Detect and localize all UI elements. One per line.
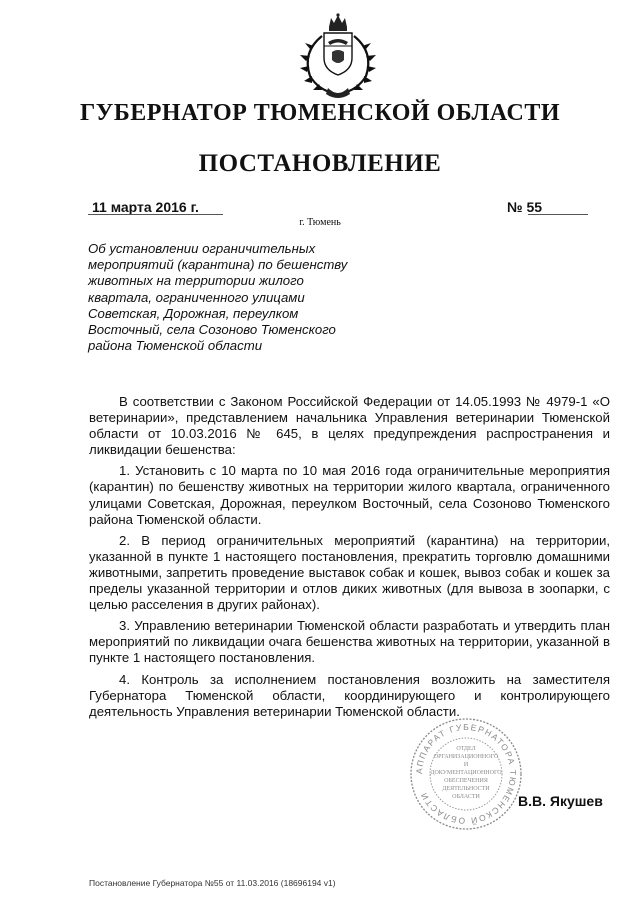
stamp-line: ОБЛАСТИ (452, 794, 480, 800)
document-type-title: ПОСТАНОВЛЕНИЕ (198, 150, 442, 177)
issuer-title: ГУБЕРНАТОР ТЮМЕНСКОЙ ОБЛАСТИ (79, 100, 561, 126)
stamp-line: И (463, 762, 469, 768)
body-item-1: 1. Установить с 10 марта по 10 мая 2016 года ограничительные мероприятия (карантин) по бешенству животных на территории жилого квартала, ограниченного улицами Советская, Дорожная, переулком Восточный, села Созоново Тюменского района Тюменской области. (89, 463, 610, 527)
official-stamp-icon (408, 716, 524, 832)
stamp-line: ОТДЕЛ (456, 746, 476, 752)
body-preamble: В соответствии с Законом Российской Федерации от 14.05.1993 № 4979-1 «О ветеринарии», представлением начальника Управления ветеринарии Тюменской области от 10.03.2016 № 645, в целях предупреждения распространения и ликвидации бешенства: (89, 394, 610, 458)
signer-name: В.В. Якушев (518, 793, 603, 809)
document-date: 11 марта 2016 г. (92, 199, 199, 215)
document-body (89, 394, 610, 725)
document-subject: Об установлении ограничительных мероприятий (карантина) по бешенству животных на территории жилого квартала, ограниченного улицами Советская, Дорожная, переулком Восточный, села Созоново Тюменского района Тюменской области (88, 241, 348, 354)
number-underline (528, 214, 588, 215)
body-item-2: 2. В период ограничительных мероприятий (карантина) на территории, указанной в пункте 1 настоящего постановления, прекратить торговлю домашними животными, запретить проведение выставок собак и кошек, вывоз собак и кошек за пределы указанной территории и отлов диких животных (для вывоза в зоопарки, с целью расселения в других районах). (89, 532, 610, 613)
stamp-line: ОРГАНИЗАЦИОННОГО (433, 754, 499, 760)
body-item-3: 3. Управлению ветеринарии Тюменской области разработать и утвердить план мероприятий по ликвидации очага бешенства животных на территории, указанной в пункте 1 настоящего постановления. (89, 618, 610, 666)
stamp-line: ДЕЯТЕЛЬНОСТИ (442, 786, 490, 792)
date-underline (88, 214, 223, 215)
issue-city: г. Тюмень (299, 217, 341, 228)
document-number: № 55 (507, 199, 543, 215)
document-footer: Постановление Губернатора №55 от 11.03.2016 (18696194 v1) (89, 878, 336, 888)
stamp-line: ОБЕСПЕЧЕНИЯ (444, 778, 488, 784)
stamp-line: ДОКУМЕНТАЦИОННОГО (430, 770, 502, 776)
coat-of-arms-icon (292, 12, 384, 100)
body-item-4: 4. Контроль за исполнением постановления возложить на заместителя Губернатора Тюменской области, координирующего и контролирующего деятельность Управления ветеринарии Тюменской области. (89, 671, 610, 719)
stamp-ring-text: АППАРАТ ГУБЕРНАТОРА ТЮМЕНСКОЙ ОБЛАСТИ (413, 721, 519, 827)
